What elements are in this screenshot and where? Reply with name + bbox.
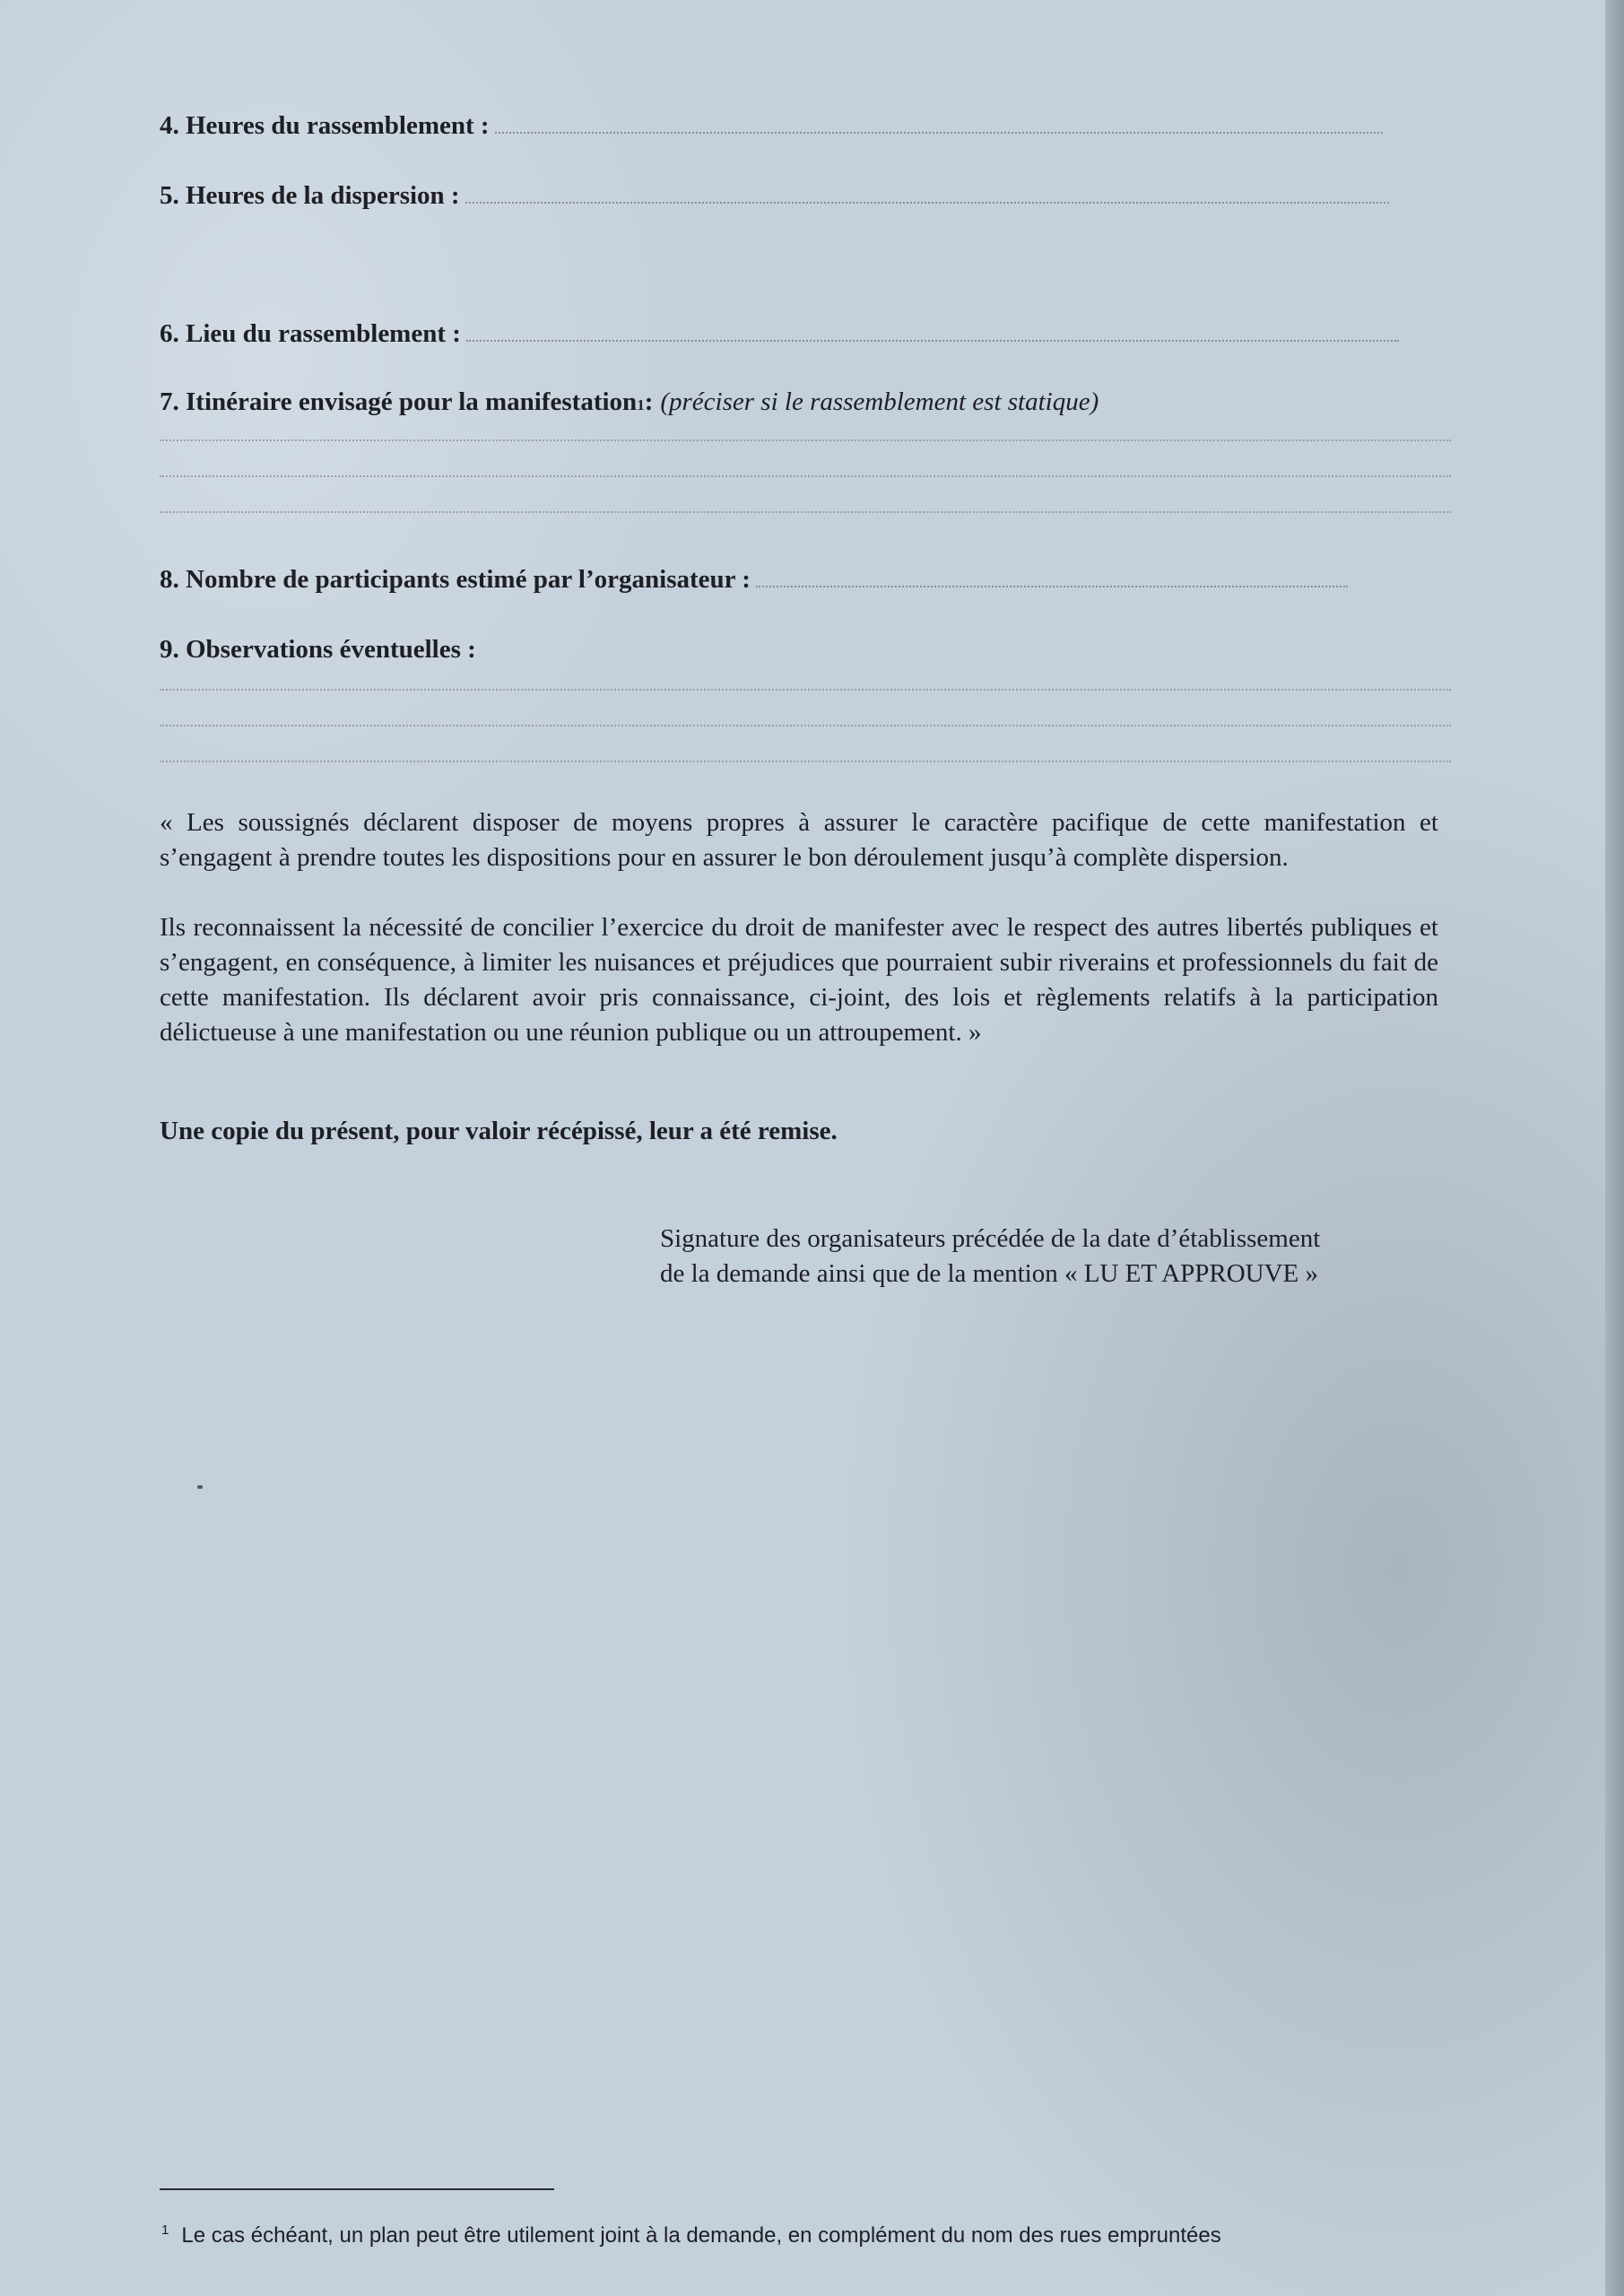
field-heures-dispersion [160, 181, 1389, 211]
declaration-paragraph-1: « Les soussignés déclarent disposer de moyens propres à assurer le caractère pacifique de cette manifestation et s’engagent à prendre toutes les dispositions pour en assurer le bon déroulement jusqu’à complète dispersion. [160, 808, 1438, 872]
signature-block [660, 1222, 1467, 1292]
field-nombre-participants [160, 565, 1348, 595]
fill-in-line[interactable] [160, 761, 1451, 762]
signature-line-2: de la demande ainsi que de la mention « LU ET APPROUVE » [660, 1259, 1319, 1288]
fill-in-line[interactable] [160, 439, 1451, 441]
field-label: 8. Nombre de participants estimé par l’organisateur : [160, 565, 751, 594]
field-separator: : [644, 387, 654, 416]
field-label: 5. Heures de la dispersion : [160, 181, 460, 210]
fill-in-line[interactable] [465, 200, 1389, 204]
footnote-mark: 1 [161, 2222, 169, 2238]
footnote [161, 2222, 1221, 2248]
footnote-reference: 1 [637, 396, 645, 413]
field-observations [160, 635, 476, 665]
receipt-statement: Une copie du présent, pour valoir récépissé, leur a été remise. [160, 1117, 838, 1145]
field-hint: (préciser si le rassemblement est statique) [660, 387, 1099, 416]
page-edge-shadow [1605, 0, 1624, 2296]
field-label: 4. Heures du rassemblement : [160, 111, 490, 140]
fill-in-line[interactable] [756, 584, 1348, 587]
fill-in-line[interactable] [160, 725, 1451, 726]
fill-in-line[interactable] [160, 511, 1451, 513]
footnote-text: Le cas échéant, un plan peut être utilement joint à la demande, en complément du nom des rues empruntées [181, 2223, 1221, 2248]
fill-in-line[interactable] [495, 130, 1383, 134]
field-itineraire [160, 387, 1099, 417]
signature-line-1: Signature des organisateurs précédée de la date d’établissement [660, 1224, 1321, 1253]
field-label: 7. Itinéraire envisagé pour la manifestation [160, 387, 638, 416]
field-lieu-rassemblement [160, 319, 1399, 349]
footnote-separator [160, 2188, 554, 2190]
fill-in-line[interactable] [160, 689, 1451, 691]
field-label: 6. Lieu du rassemblement : [160, 319, 461, 348]
fill-in-line[interactable] [160, 475, 1451, 477]
field-heures-rassemblement [160, 111, 1383, 141]
fill-in-line[interactable] [466, 338, 1399, 342]
declaration-paragraph-2: Ils reconnaissent la nécessité de concilier l’exercice du droit de manifester avec le respect des autres libertés publiques et s’engagent, en conséquence, à limiter les nuisances et préjudices que pourraient subir riverains et professionnels du fait de cette manifestation. Ils déclarent avoir pris connaissance, ci-joint, des lois et règlements relatifs à la participation délictueuse à une manifestation ou une réunion publique ou un attroupement. » [160, 913, 1438, 1047]
paper-speck [197, 1485, 203, 1489]
field-label: 9. Observations éventuelles : [160, 635, 476, 664]
